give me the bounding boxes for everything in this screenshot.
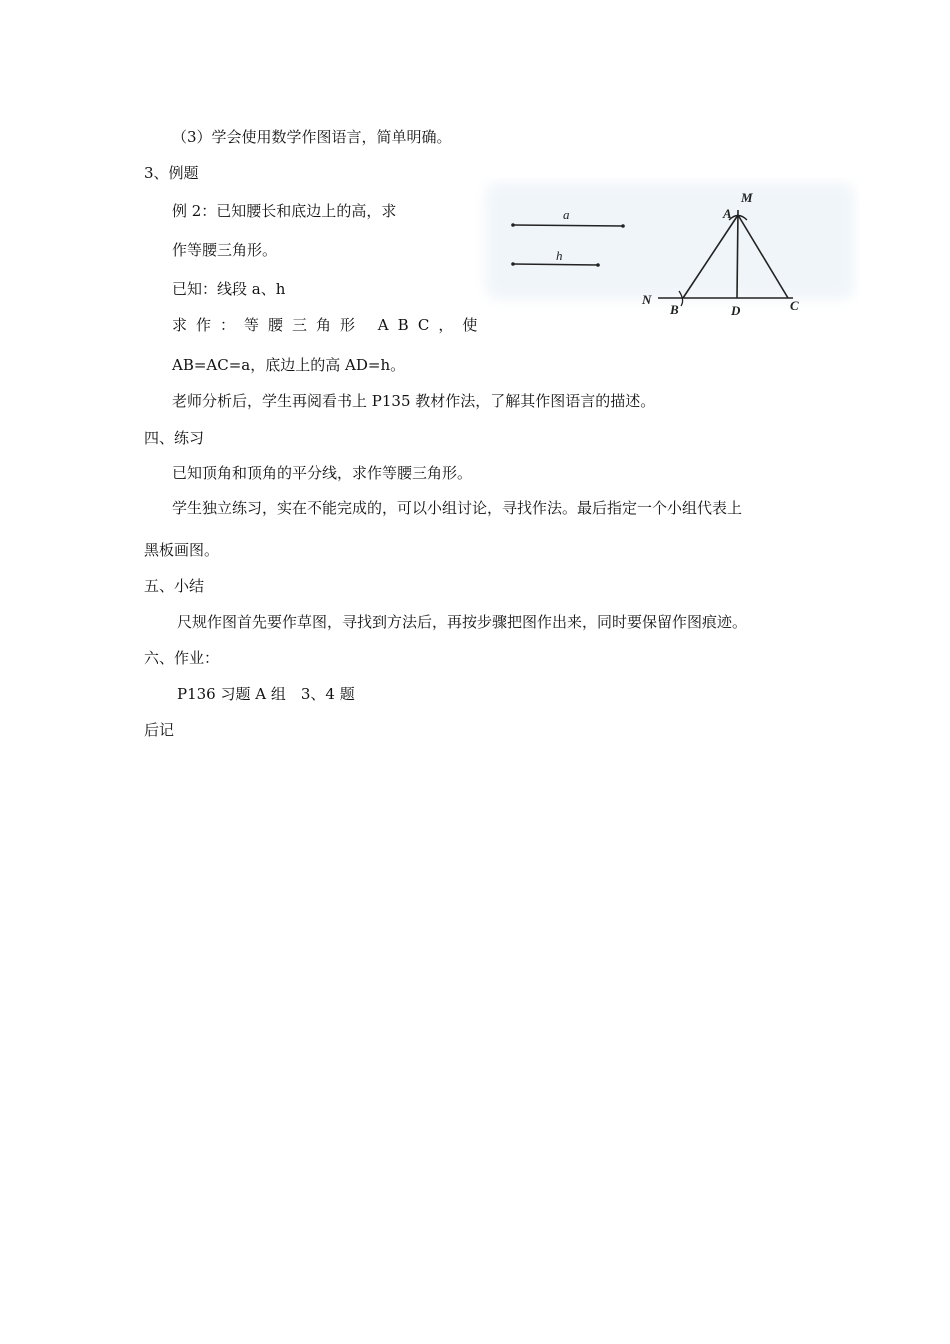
segment-h [513,264,598,265]
point-label-n: N [642,292,652,307]
teacher-note-text: 老师分析后，学生再阅看书上 P135 教材作法，了解其作图语言的描述。 [172,392,656,410]
afterword-heading: 后记 [144,721,175,739]
segment-h-endpoint-left [511,262,515,266]
example-line-1: 例 2：已知腰长和底边上的高，求 [172,202,397,220]
practice-note-line-2: 黑板画图。 [144,541,220,559]
construction-figure [455,178,860,320]
section-homework-heading: 六、作业： [144,649,220,667]
summary-text: 尺规作图首先要作草图，寻找到方法后，再按步骤把图作出来，同时要保留作图痕迹。 [177,613,748,631]
point-label-d: D [731,303,741,318]
practice-note-line-1: 学生独立练习，实在不能完成的，可以小组讨论，寻找作法。最后指定一个小组代表上 [172,499,743,517]
goal-3-text: （3）学会使用数学作图语言，简单明确。 [172,128,452,146]
segment-a [513,225,623,226]
figure-background-tint [485,182,855,300]
segment-h-endpoint-right [596,263,600,267]
point-label-b: B [670,302,679,317]
segment-a-endpoint-left [511,223,515,227]
point-label-a: A [723,206,732,221]
condition-text: AB=AC=a，底边上的高 AD=h。 [172,356,406,374]
section-summary-heading: 五、小结 [144,577,205,595]
given-text: 已知：线段 a、h [172,280,286,298]
point-label-m: M [741,190,753,205]
segment-a-endpoint-right [621,224,625,228]
practice-task-text: 已知顶角和顶角的平分线，求作等腰三角形。 [172,464,473,482]
section-practice-heading: 四、练习 [144,429,205,447]
homework-text: P136 习题 A 组 3、4 题 [177,685,355,703]
example-line-2: 作等腰三角形。 [172,241,278,259]
point-label-c: C [790,298,799,313]
segment-h-label: h [556,248,563,263]
task-text: 求作：等腰三角形 ABC，使 [172,316,487,334]
segment-a-label: a [563,207,570,222]
altitude-ad [737,210,738,298]
section-example-heading: 3、例题 [144,164,199,182]
